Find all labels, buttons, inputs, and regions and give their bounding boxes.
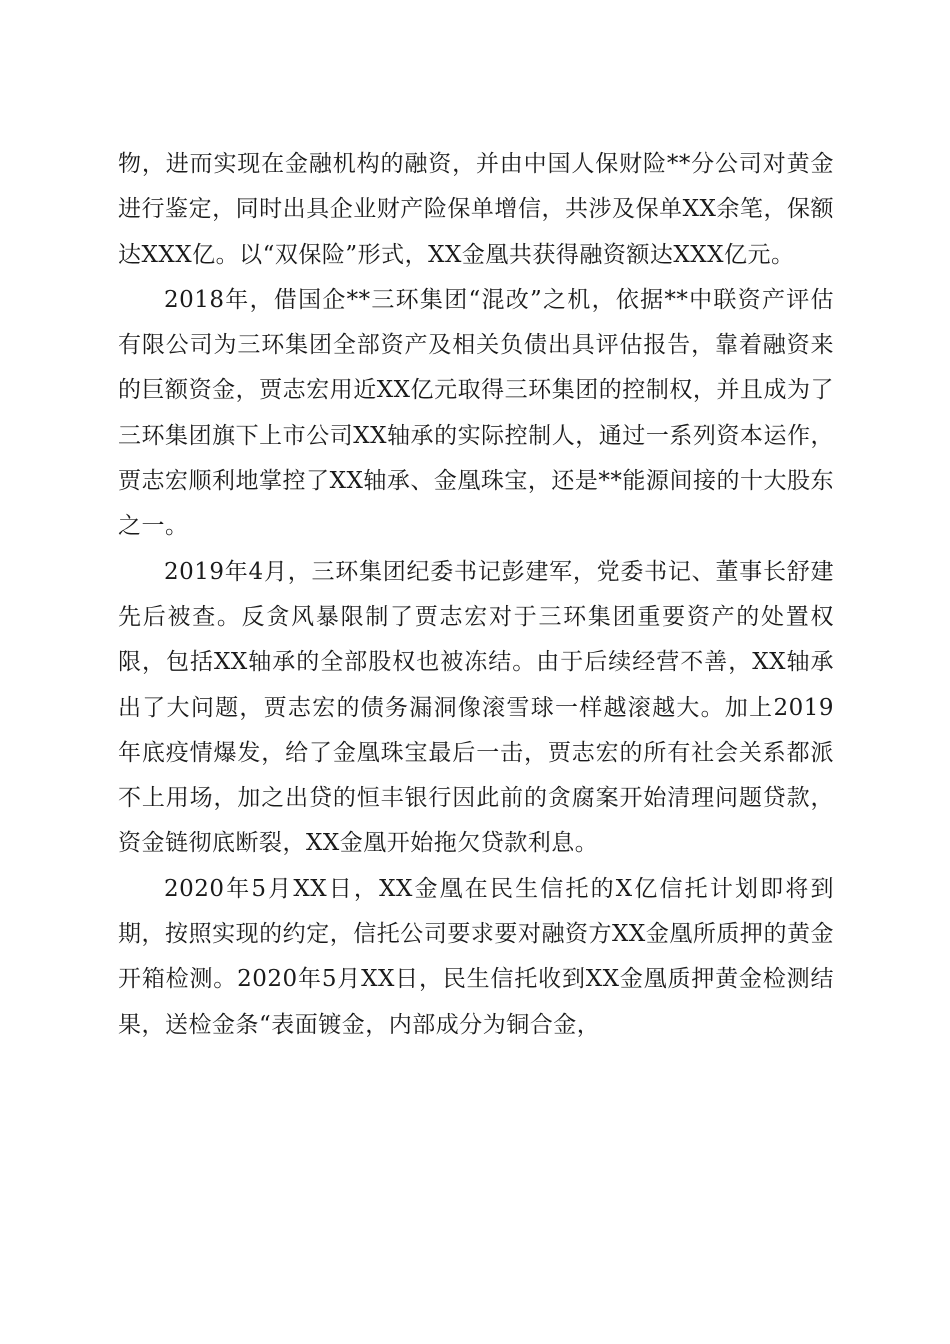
paragraph-2: 2018年，借国企**三环集团“混改”之机，依据**中联资产评估有限公司为三环集团全部资产及相关负债出具评估报告，靠着融资来的巨额资金，贾志宏用近XX亿元取得三环集团的控制权，并且成为了三环集团旗下上市公司XX轴承的实际控制人，通过一系列资本运作，贾志宏顺利地掌控了XX轴承、金凰珠宝，还是**能源间接的十大股东之一。: [118, 286, 834, 540]
paragraph-4: 2020年5月XX日，XX金凰在民生信托的X亿信托计划即将到期，按照实现的约定，信托公司要求要对融资方XX金凰所质押的黄金开箱检测。2020年5月XX日，民生信托收到XX金凰质押黄金检测结果，送检金条“表面镀金，内部成分为铜合金，: [118, 875, 834, 1038]
paragraph-3: 2019年4月，三环集团纪委书记彭建军，党委书记、董事长舒建先后被查。反贪风暴限制了贾志宏对于三环集团重要资产的处置权限，包括XX轴承的全部股权也被冻结。由于后续经营不善，XX轴承出了大问题，贾志宏的债务漏洞像滚雪球一样越滚越大。加上2019年底疫情爆发，给了金凰珠宝最后一击，贾志宏的所有社会关系都派不上用场，加之出贷的恒丰银行因此前的贪腐案开始清理问题贷款，资金链彻底断裂，XX金凰开始拖欠贷款利息。: [118, 558, 834, 857]
document-body: [118, 142, 834, 1048]
paragraph-1: 物，进而实现在金融机构的融资，并由中国人保财险**分公司对黄金进行鉴定，同时出具企业财产险保单增信，共涉及保单XX余笔，保额达XXX亿。以“双保险”形式，XX金凰共获得融资额达XXX亿元。: [118, 151, 834, 268]
